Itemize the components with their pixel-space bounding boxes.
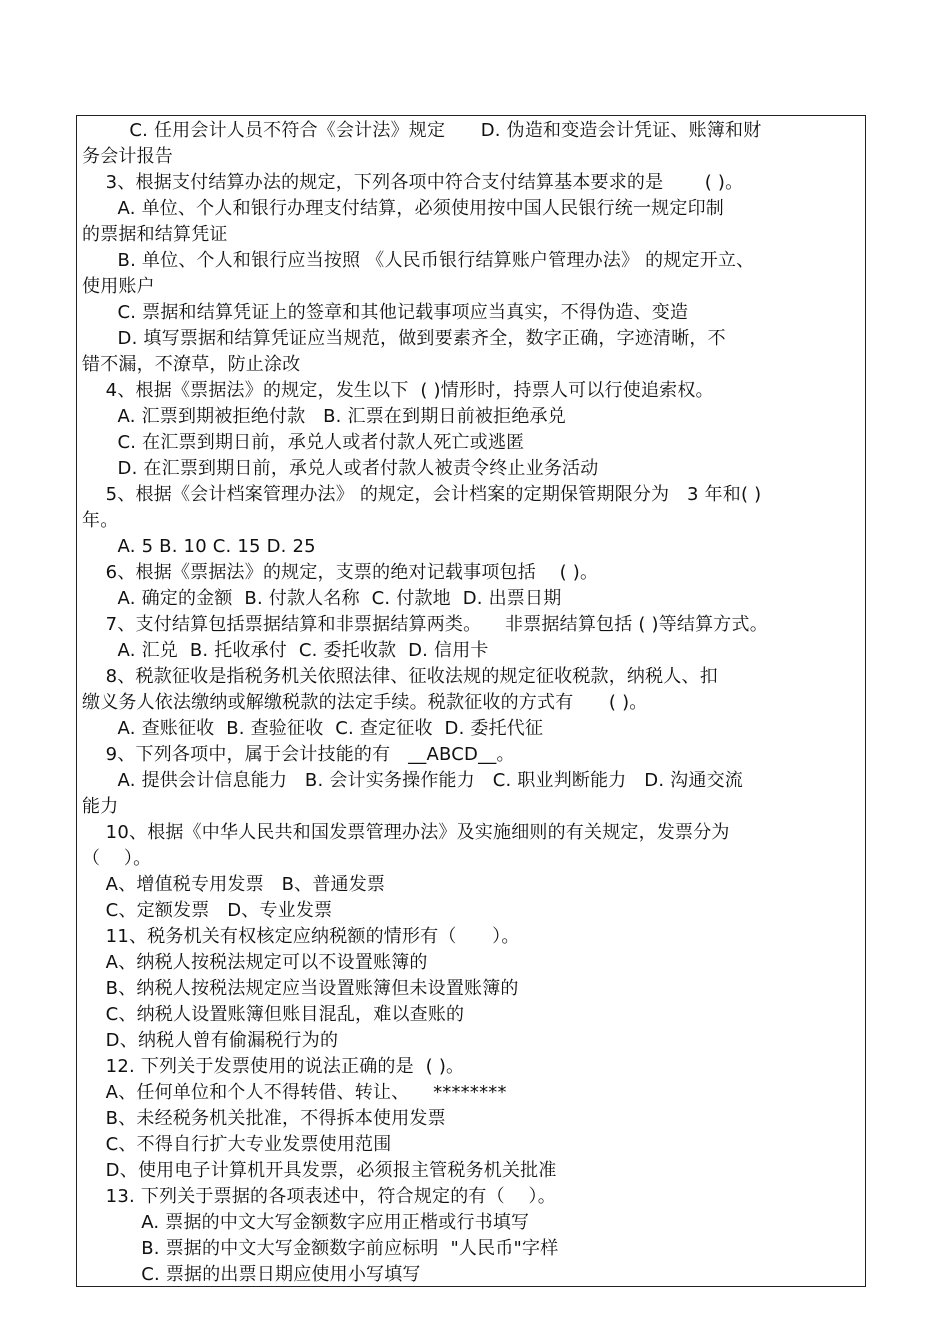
text-line: 9、下列各项中，属于会计技能的有 __ABCD__。 [82,744,515,765]
text-line: B. 票据的中文大写金额数字前应标明 "人民币"字样 [82,1238,559,1259]
text-line: A. 提供会计信息能力 B. 会计实务操作能力 C. 职业判断能力 D. 沟通交流 [82,770,743,791]
text-line: C. 在汇票到期日前，承兑人或者付款人死亡或逃匿 [82,432,525,453]
text-line: 的票据和结算凭证 [82,224,228,245]
text-line: C、纳税人设置账簿但账目混乱，难以查账的 [82,1004,465,1025]
text-line: A. 汇票到期被拒绝付款 B. 汇票在到期日前被拒绝承兑 [82,406,566,427]
text-line: 错不漏，不潦草，防止涂改 [82,354,301,375]
text-line: 4、根据《票据法》的规定，发生以下 ( )情形时，持票人可以行使追索权。 [82,380,714,401]
text-line: 8、税款征收是指税务机关依照法律、征收法规的规定征收税款，纳税人、扣 [82,666,718,687]
text-line: 务会计报告 [82,146,173,167]
text-line: B. 单位、个人和银行应当按照 《人民币银行结算账户管理办法》 的规定开立、 [82,250,755,271]
text-line: 13. 下列关于票据的各项表述中，符合规定的有（ ）。 [82,1186,556,1207]
text-line: 7、支付结算包括票据结算和非票据结算两类。 非票据结算包括 ( )等结算方式。 [82,614,768,635]
text-line: D. 在汇票到期日前，承兑人或者付款人被责令终止业务活动 [82,458,599,479]
text-line: A. 查账征收 B. 查验征收 C. 查定征收 D. 委托代征 [82,718,544,739]
text-line: 3、根据支付结算办法的规定，下列各项中符合支付结算基本要求的是 ( )。 [82,172,744,193]
text-line: 使用账户 [82,276,155,297]
text-line: C、不得自行扩大专业发票使用范围 [82,1134,392,1155]
text-line: D、使用电子计算机开具发票，必须报主管税务机关批准 [82,1160,557,1181]
text-line: A. 单位、个人和银行办理支付结算，必须使用按中国人民银行统一规定印制 [82,198,724,219]
text-line: 缴义务人依法缴纳或解缴税款的法定手续。税款征收的方式有 ( )。 [82,692,648,713]
text-line: C、定额发票 D、专业发票 [82,900,333,921]
text-line: D、纳税人曾有偷漏税行为的 [82,1030,339,1051]
text-line: A. 汇兑 B. 托收承付 C. 委托收款 D. 信用卡 [82,640,489,661]
text-line: 5、根据《会计档案管理办法》 的规定，会计档案的定期保管期限分为 3 年和( ) [82,484,762,505]
text-line: A. 5 B. 10 C. 15 D. 25 [82,536,316,557]
text-line: A、任何单位和个人不得转借、转让、 ******** [82,1082,507,1103]
text-line: A、增值税专用发票 B、普通发票 [82,874,386,895]
text-line: C. 任用会计人员不符合《会计法》规定 D. 伪造和变造会计凭证、账簿和财 [82,120,762,141]
text-line: （ ）。 [82,848,152,869]
text-line: B、未经税务机关批准，不得拆本使用发票 [82,1108,446,1129]
text-line: D. 填写票据和结算凭证应当规范，做到要素齐全，数字正确，字迹清晰，不 [82,328,726,349]
text-line: A. 票据的中文大写金额数字应用正楷或行书填写 [82,1212,530,1233]
text-line: C. 票据的出票日期应使用小写填写 [82,1264,421,1285]
text-line: 6、根据《票据法》的规定，支票的绝对记载事项包括 ( )。 [82,562,599,583]
text-line: 能力 [82,796,119,817]
text-line: 10、根据《中华人民共和国发票管理办法》及实施细则的有关规定，发票分为 [82,822,730,843]
text-line: C. 票据和结算凭证上的签章和其他记载事项应当真实，不得伪造、变造 [82,302,689,323]
text-line: 12. 下列关于发票使用的说法正确的是 ( )。 [82,1056,465,1077]
text-line: B、纳税人按税法规定应当设置账簿但未设置账簿的 [82,978,519,999]
text-line: 11、税务机关有权核定应纳税额的情形有（ ）。 [82,926,520,947]
text-line: A、纳税人按税法规定可以不设置账簿的 [82,952,428,973]
text-line: 年。 [82,510,119,531]
text-line: A. 确定的金额 B. 付款人名称 C. 付款地 D. 出票日期 [82,588,562,609]
